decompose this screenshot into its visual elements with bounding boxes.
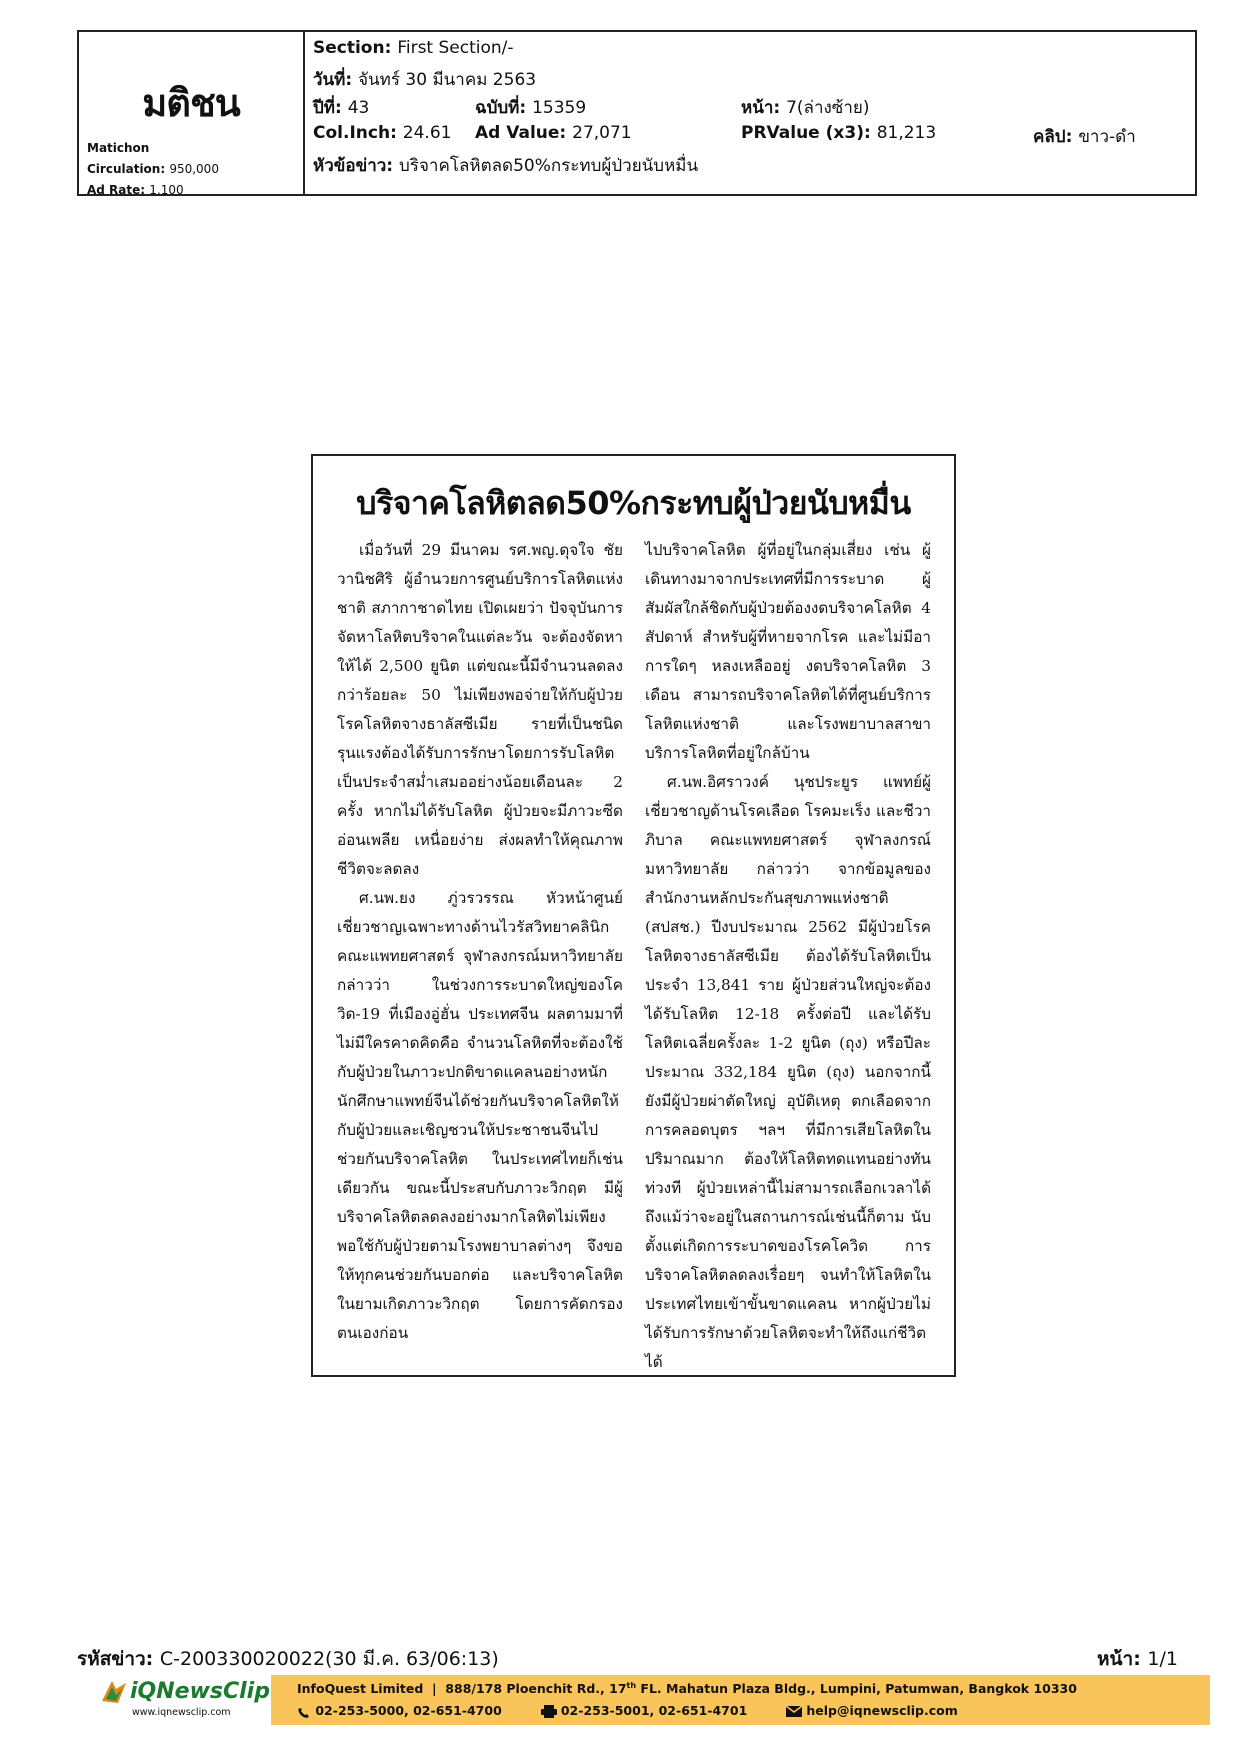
address-suffix: FL. Mahatun Plaza Bldg., Lumpini, Patumwan, Bangkok 10330 <box>636 1681 1077 1697</box>
publication-panel <box>79 32 305 197</box>
advalue-value: 27,071 <box>572 123 632 143</box>
clip-icon <box>100 1679 128 1705</box>
article-paragraph: เมื่อวันที่ 29 มีนาคม รศ.พญ.ดุจใจ ชัยวานิชศิริ ผู้อำนวยการศูนย์บริการโลหิตแห่งชาติ สภากาชาดไทย เปิดเผยว่า ปัจจุบันการจัดหาโลหิตบริจาคในแต่ละวัน จะต้องจัดหาให้ได้ 2,500 ยูนิต แต่ขณะนี้มีจำนวนลดลงกว่าร้อยละ 50 ไม่เพียงพอจ่ายให้กับผู้ป่วยโรคโลหิตจางธาลัสซีเมีย รายที่เป็นชนิดรุนแรงต้องได้รับการรักษาโดยการรับโลหิตเป็นประจำสม่ำเสมออย่างน้อยเดือนละ 2 ครั้ง หากไม่ได้รับโลหิต ผู้ป่วยจะมีภาวะซีด อ่อนเพลีย เหนื่อยง่าย ส่งผลทำให้คุณภาพชีวิตจะลดลง <box>337 541 623 878</box>
circulation-label: Circulation <box>87 162 161 176</box>
issue-label: ฉบับที่ <box>475 98 520 118</box>
news-id-label: รหัสข่าว <box>77 1648 146 1670</box>
colinch-cell: Col.Inch: 24.61 <box>313 123 452 143</box>
headline-row: หัวข้อข่าว: บริจาคโลหิตลด50%กระทบผู้ป่วยนับหมื่น <box>313 156 699 176</box>
headline-value: บริจาคโลหิตลด50%กระทบผู้ป่วยนับหมื่น <box>399 156 699 176</box>
section-value: First Section/- <box>397 38 514 58</box>
address-sup: th <box>626 1681 637 1690</box>
page-count: หน้า: 1/1 <box>1097 1648 1178 1670</box>
date-label: วันที่ <box>313 70 346 90</box>
iqnewsclip-logo <box>100 1677 270 1723</box>
clipping-meta <box>305 32 1195 194</box>
phone-icon <box>297 1706 311 1718</box>
company-name: InfoQuest Limited <box>297 1681 424 1697</box>
ad-rate-value: 1,100 <box>149 183 184 197</box>
news-clipping <box>311 454 956 1377</box>
fax-icon <box>541 1705 557 1718</box>
issue-cell: ฉบับที่: 15359 <box>475 98 587 118</box>
clip-cell: คลิป: ขาว-ดำ <box>1033 127 1136 147</box>
year-label: ปีที่ <box>313 98 335 118</box>
page-value: 7(ล่างซ้าย) <box>786 98 870 118</box>
article-headline: บริจาคโลหิตลด50%กระทบผู้ป่วยนับหมื่น <box>356 484 911 522</box>
email-address: help@iqnewsclip.com <box>806 1703 958 1718</box>
prvalue-label: PRValue (x3) <box>741 123 864 143</box>
company-address: InfoQuest Limited | 888/178 Ploenchit Rd., 17th FL. Mahatun Plaza Bldg., Lumpini, Patumwan, Bangkok 10330 <box>297 1681 1077 1697</box>
contact-band <box>271 1675 1210 1725</box>
article-paragraph: ไปบริจาคโลหิต ผู้ที่อยู่ในกลุ่มเสี่ยง เช่น ผู้เดินทางมาจากประเทศที่มีการระบาด ผู้สัมผัสใกล้ชิดกับผู้ป่วยต้องงดบริจาคโลหิต 4 สัปดาห์ สำหรับผู้ที่หายจากโรค และไม่มีอาการใดๆ หลงเหลืออยู่ งดบริจาคโลหิต 3 เดือน สามารถบริจาคโลหิตได้ที่ศูนย์บริการโลหิตแห่งชาติ และโรงพยาบาลสาขาบริการโลหิตที่อยู่ใกล้บ้าน <box>645 541 931 762</box>
date-row: วันที่: จันทร์ 30 มีนาคม 2563 <box>313 70 537 90</box>
mail-icon <box>786 1706 802 1717</box>
news-id: รหัสข่าว: C-200330020022(30 มี.ค. 63/06:13) <box>77 1648 499 1670</box>
article-paragraph: ศ.นพ.อิศราวงค์ นุชประยูร แพทย์ผู้เชี่ยวชาญด้านโรคเลือด โรคมะเร็ง และชีวาภิบาล คณะแพทยศาสตร์ จุฬาลงกรณ์มหาวิทยาลัย กล่าวว่า จากข้อมูลของสำนักงานหลักประกันสุขภาพแห่งชาติ (สปสช.) ปีงบประมาณ 2562 มีผู้ป่วยโรคโลหิตจางธาลัสซีเมีย ต้องได้รับโลหิตเป็นประจำ 13,841 ราย ผู้ป่วยส่วนใหญ่จะต้องได้รับโลหิต 12-18 ครั้งต่อปี และได้รับโลหิตเฉลี่ยครั้งละ 1-2 ยูนิต (ถุง) หรือปีละประมาณ 332,184 ยูนิต (ถุง) นอกจากนี้ ยังมีผู้ป่วยผ่าตัดใหญ่ อุบัติเหตุ ตกเลือดจากการคลอดบุตร ฯลฯ ที่มีการเสียโลหิตในปริมาณมาก ต้องให้โลหิตทดแทนอย่างทันท่วงที ผู้ป่วยเหล่านี้ไม่สามารถเลือกเวลาได้ ถึงแม้ว่าจะอยู่ในสถานการณ์เช่นนี้ก็ตาม นับตั้งแต่เกิดการระบาดของโรคโควิด การบริจาคโลหิตลดลงเรื่อยๆ จนทำให้โลหิตในประเทศไทยเข้าขั้นขาดแคลน หากผู้ป่วยไม่ได้รับการรักษาด้วยโลหิตจะทำให้ถึงแก่ชีวิตได้ <box>645 773 931 1371</box>
advalue-label: Ad Value <box>475 123 560 143</box>
publication-meta: Matichon Circulation: 950,000 Ad Rate: 1,100 <box>87 141 219 197</box>
prvalue-cell: PRValue (x3): 81,213 <box>741 123 937 143</box>
circulation-value: 950,000 <box>169 162 219 176</box>
prvalue-value: 81,213 <box>876 123 937 143</box>
publication-logo: มติชน <box>142 81 240 125</box>
issue-value: 15359 <box>532 98 587 118</box>
article-column-left <box>337 536 623 1348</box>
section-row: Section: First Section/- <box>313 38 514 58</box>
article-paragraph: ศ.นพ.ยง ภู่วรวรรณ หัวหน้าศูนย์เชี่ยวชาญเฉพาะทางด้านไวรัสวิทยาคลินิก คณะแพทยศาสตร์ จุฬาลงกรณ์มหาวิทยาลัย กล่าวว่า ในช่วงการระบาดใหญ่ของโควิด-19 ที่เมืองอู่ฮั่น ประเทศจีน ผลตามมาที่ไม่มีใครคาดคิดคือ จำนวนโลหิตที่จะต้องใช้กับผู้ป่วยในภาวะปกติขาดแคลนอย่างหนัก นักศึกษาแพทย์จีนได้ช่วยกันบริจาคโลหิตให้กับผู้ป่วยและเชิญชวนให้ประชาชนจีนไปช่วยกันบริจาคโลหิต ในประเทศไทยก็เช่นเดียวกัน ขณะนี้ประสบกับภาวะวิกฤต มีผู้บริจาคโลหิตลดลงอย่างมากโลหิตไม่เพียงพอใช้กับผู้ป่วยตามโรงพยาบาลต่างๆ จึงขอให้ทุกคนช่วยกันบอกต่อ และบริจาคโลหิตในยามเกิดภาวะวิกฤต โดยการคัดกรองตนเองก่อน <box>337 889 623 1342</box>
section-label: Section <box>313 38 385 58</box>
news-id-value: C-200330020022(30 มี.ค. 63/06:13) <box>159 1648 499 1670</box>
advalue-cell: Ad Value: 27,071 <box>475 123 632 143</box>
phone-numbers: 02-253-5000, 02-651-4700 <box>315 1703 502 1718</box>
page-count-label: หน้า <box>1097 1648 1134 1670</box>
address-prefix: 888/178 Ploenchit Rd., 17 <box>445 1681 627 1697</box>
article-column-right <box>645 536 931 1377</box>
date-value: จันทร์ 30 มีนาคม 2563 <box>358 70 537 90</box>
year-value: 43 <box>347 98 370 118</box>
colinch-value: 24.61 <box>402 123 452 143</box>
headline-label: หัวข้อข่าว <box>313 156 387 176</box>
brand-url: www.iqnewsclip.com <box>132 1707 231 1718</box>
ad-rate-label: Ad Rate <box>87 183 141 197</box>
page-count-value: 1/1 <box>1147 1648 1178 1670</box>
year-cell: ปีที่: 43 <box>313 98 370 118</box>
brand-name: iQNewsClip <box>130 1679 270 1704</box>
clip-value: ขาว-ดำ <box>1078 127 1136 147</box>
clip-label: คลิป <box>1033 127 1066 147</box>
contact-line <box>297 1703 962 1718</box>
colinch-label: Col.Inch <box>313 123 391 143</box>
page-label: หน้า <box>741 98 774 118</box>
publication-name-en: Matichon <box>87 141 150 155</box>
clipping-header <box>77 30 1197 196</box>
fax-numbers: 02-253-5001, 02-651-4701 <box>560 1703 748 1718</box>
page-cell: หน้า: 7(ล่างซ้าย) <box>741 98 870 118</box>
